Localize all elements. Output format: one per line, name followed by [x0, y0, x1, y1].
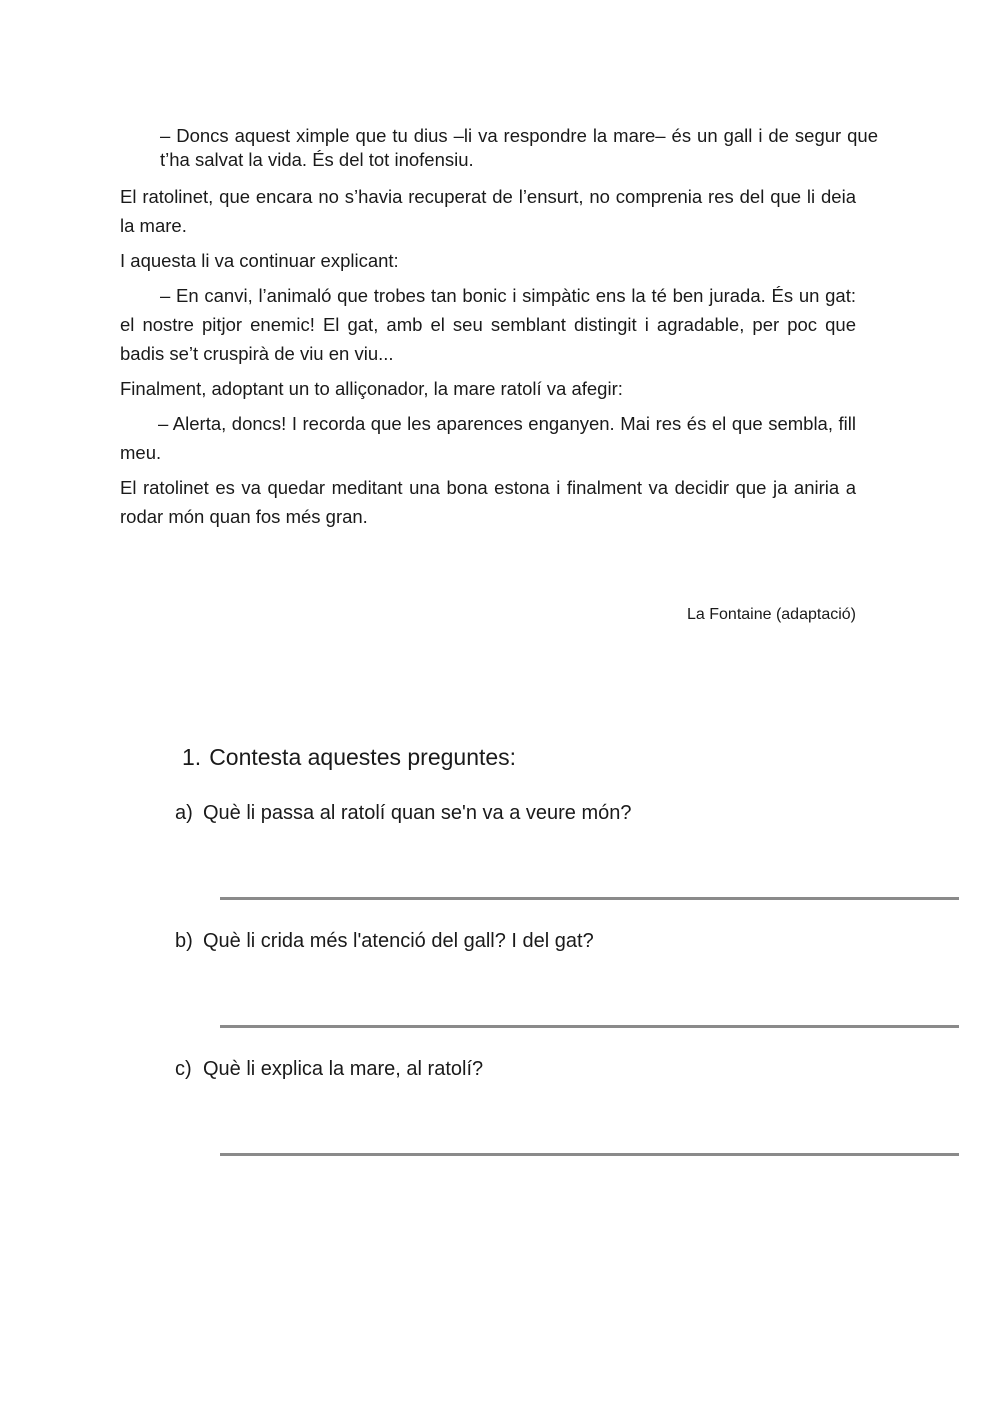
answer-line-c[interactable] — [220, 1153, 959, 1156]
exercise-number: 1. — [182, 744, 202, 770]
question-c — [175, 1058, 483, 1081]
story-paragraph-3: I aquesta li va continuar explicant: — [120, 250, 399, 271]
story-paragraph-7: El ratolinet es va quedar meditant una bona estona i finalment va decidir que ja aniria a rodar món quan fos més gran. — [120, 477, 856, 527]
story-paragraph-6: – Alerta, doncs! I recorda que les aparences enganyen. Mai res és el que sembla, fill meu. — [120, 413, 856, 463]
answer-line-b[interactable] — [220, 1025, 959, 1028]
question-text: Què li explica la mare, al ratolí? — [203, 1058, 484, 1080]
story-attribution: La Fontaine (adaptació) — [687, 606, 856, 623]
question-text: Què li crida més l'atenció del gall? I del gat? — [203, 930, 594, 952]
story-paragraph-5: Finalment, adoptant un to alliçonador, la mare ratolí va afegir: — [120, 378, 623, 399]
question-b — [175, 930, 594, 953]
story-text — [120, 124, 878, 537]
question-letter: b) — [175, 930, 193, 952]
exercise-heading — [182, 744, 516, 771]
story-paragraph-2: El ratolinet, que encara no s’havia recuperat de l’ensurt, no comprenia res del que li deia la mare. — [120, 186, 856, 236]
answer-line-a[interactable] — [220, 897, 959, 900]
exercise-title: Contesta aquestes preguntes: — [209, 744, 517, 770]
question-letter: a) — [175, 802, 193, 824]
story-paragraph-4: – En canvi, l’animaló que trobes tan bonic i simpàtic ens la té ben jurada. És un gat: el nostre pitjor enemic! El gat, amb el seu semblant distingit i agradable, per poc que badis se’t cruspirà de viu en viu... — [120, 285, 856, 364]
story-paragraph-1: – Doncs aquest ximple que tu dius –li va respondre la mare– és un gall i de segur que t’ha salvat la vida. És del tot inofensiu. — [160, 125, 878, 170]
question-letter: c) — [175, 1058, 192, 1080]
question-a — [175, 802, 632, 825]
question-text: Què li passa al ratolí quan se'n va a veure món? — [203, 802, 632, 824]
